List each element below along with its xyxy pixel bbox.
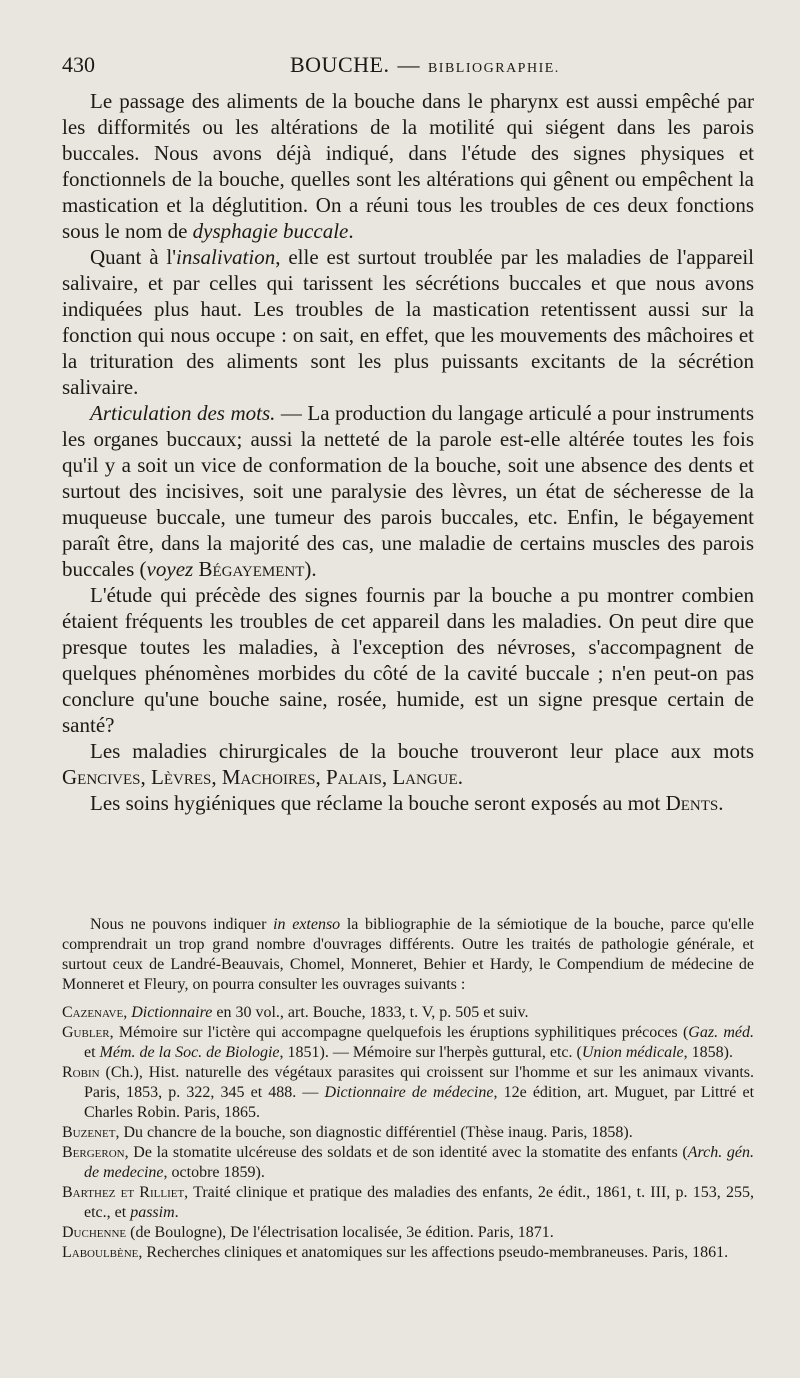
ref-author: Barthez et Rilliet	[62, 1184, 185, 1201]
running-title	[290, 52, 560, 82]
bibliography-list	[62, 1003, 754, 1263]
bibliography-entry	[62, 1183, 754, 1223]
ref-author: Bergeron	[62, 1144, 125, 1161]
paragraph-text: Le passage des aliments de la bouche dans le pharynx est aussi empêché par les difformités ou les altérations de la motilité qui siégent dans les parois buccales. Nous avons déjà indiqué, dans l'étude des signes physiques et fonctionnels de la bouche, quelles sont les altérations qui gênent ou empêchent la mastication et la déglutition. On a réuni tous les troubles de ces deux fonctions sous le nom de	[62, 89, 754, 243]
ref-title: Dictionnaire de médecine	[324, 1084, 494, 1101]
ref-author: Robin	[62, 1064, 100, 1081]
paragraph-text: Quant à l'	[90, 245, 177, 269]
cross-reference: Gencives, Lèvres, Machoires, Palais, Langue	[62, 765, 458, 789]
ref-text: (Ch.), Hist. naturelle des végétaux parasites qui croissent sur l'homme et sur les animaux vivants. Paris, 1853, p. 322, 345 et 488. —	[84, 1064, 754, 1101]
paragraph-text: Les maladies chirurgicales de la bouche trouveront leur place aux mots	[90, 739, 754, 763]
title-dash: —	[397, 52, 420, 77]
ref-title: Mém. de la Soc. de Biologie	[99, 1044, 280, 1061]
italic-term: dysphagie buccale	[192, 219, 349, 243]
section-title: BIBLIOGRAPHIE.	[427, 61, 560, 76]
paragraph-articulation	[62, 400, 754, 582]
ref-text: , Mémoire sur l'ictère qui accompagne quelquefois les éruptions syphilitiques précoces (	[109, 1024, 689, 1041]
paragraph-text: ).	[304, 557, 317, 581]
italic-term: in extenso	[273, 916, 341, 933]
paragraph-text: L'étude qui précède des signes fournis par la bouche a pu montrer combien étaient fréquents les troubles de cet appareil dans les maladies. On peut dire que presque toutes les maladies, à l'exception des névroses, s'accompagnent de quelques phénomènes morbides du côté de la cavité buccale ; n'en peut-on pas conclure qu'une bouche saine, rosée, humide, est un signe presque certain de santé?	[62, 583, 754, 737]
ref-text: , Traité clinique et pratique des maladies des enfants, 2e édit., 1861, t. III, p. 153, 255, etc., et	[84, 1184, 754, 1221]
paragraph-insalivation	[62, 244, 754, 400]
ref-author: Cazenave	[62, 1004, 124, 1021]
paragraph-text: , elle est surtout troublée par les maladies de l'appareil salivaire, et par celles qui tarissent les sécrétions buccales et que nous avons indiquées plus haut. Les troubles de la mastication retentissent aussi sur la fonction qui nous occupe : on sait, en effet, que les mouvements des mâchoires et la trituration des aliments sont les plus puissants excitants de la sécrétion salivaire.	[62, 245, 754, 399]
paragraph-dysphagia	[62, 88, 754, 244]
ref-author: Duchenne	[62, 1224, 127, 1241]
ref-author: Gubler	[62, 1024, 110, 1041]
ref-text: , octobre 1859).	[163, 1164, 265, 1181]
section-heading: Articulation des mots.	[90, 401, 276, 425]
bibliography-entry	[62, 1023, 754, 1063]
ref-text: ,	[123, 1004, 132, 1021]
paragraph-text: — La production du langage articulé a pour instruments les organes buccaux; aussi la netteté de la parole est-elle altérée toutes les fois qu'il y a soit un vice de conformation de la bouche, soit une absence des dents et surtout des incisives, soit une paralysie des lèvres, un état de sécheresse de la muqueuse buccale, une tumeur des parois buccales, etc. Enfin, le bégayement paraît être, dans la majorité des cas, une maladie de certains muscles des parois buccales (	[62, 401, 754, 581]
ref-author: Buzenet	[62, 1124, 116, 1141]
running-head	[62, 52, 754, 78]
bibliography	[62, 915, 754, 1263]
bibliography-intro	[62, 915, 754, 995]
paragraph-text: Nous ne pouvons indiquer	[90, 916, 274, 933]
paragraph-text: .	[718, 791, 724, 815]
ref-text: en 30 vol., art. Bouche, 1833, t. V, p. 505 et suiv.	[212, 1004, 529, 1021]
paragraph-summary	[62, 582, 754, 738]
main-text	[62, 88, 754, 816]
ref-text: , 1851). — Mémoire sur l'herpès guttural, etc. (	[279, 1044, 582, 1061]
ref-title: Dictionnaire	[131, 1004, 213, 1021]
bibliography-entry	[62, 1003, 754, 1023]
italic-term: insalivation	[176, 245, 276, 269]
cross-reference: Bégayement	[198, 557, 305, 581]
bibliography-entry	[62, 1243, 754, 1263]
ref-text: , 1858).	[683, 1044, 733, 1061]
bibliography-entry	[62, 1223, 754, 1243]
ref-text: et	[84, 1044, 100, 1061]
ref-text: (de Boulogne), De l'électrisation localisée, 3e édition. Paris, 1871.	[126, 1224, 554, 1241]
chapter-title: BOUCHE.	[290, 52, 390, 77]
ref-text: .	[174, 1204, 179, 1221]
paragraph-surgical	[62, 738, 754, 790]
ref-text: , De la stomatite ulcéreuse des soldats et de son identité avec la stomatite des enfants (	[124, 1144, 688, 1161]
paragraph-hygiene	[62, 790, 754, 816]
italic-term: voyez	[146, 557, 194, 581]
ref-title: Gaz. méd.	[688, 1024, 755, 1041]
ref-text: , Recherches cliniques et anatomiques sur les affections pseudo-membraneuses. Paris, 1861.	[138, 1244, 729, 1261]
paragraph-text: Les soins hygiéniques que réclame la bouche seront exposés au mot	[90, 791, 666, 815]
page-number: 430	[62, 52, 95, 77]
bibliography-entry	[62, 1143, 754, 1183]
ref-text: , Du chancre de la bouche, son diagnostic différentiel (Thèse inaug. Paris, 1858).	[115, 1124, 633, 1141]
ref-title: Union médicale	[581, 1044, 684, 1061]
ref-author: Laboulbène	[62, 1244, 139, 1261]
ref-text: , 12e édition, art. Muguet, par Littré et Charles Robin. Paris, 1865.	[84, 1084, 755, 1121]
ref-title: passim	[130, 1204, 175, 1221]
paragraph-text: .	[348, 219, 354, 243]
paragraph-text: .	[457, 765, 463, 789]
bibliography-entry	[62, 1063, 754, 1123]
cross-reference: Dents	[665, 791, 719, 815]
ref-title: Arch. gén. de medecine	[84, 1144, 755, 1181]
bibliography-entry	[62, 1123, 754, 1143]
paragraph-text: la bibliographie de la sémiotique de la bouche, parce qu'elle comprendrait un trop grand nombre d'ouvrages différents. Outre les traités de pathologie générale, et surtout ceux de Landré-Beauvais, Chomel, Monneret, Behier et Hardy, le Compendium de médecine de Monneret et Fleury, on pourra consulter les ouvrages suivants :	[62, 916, 755, 993]
